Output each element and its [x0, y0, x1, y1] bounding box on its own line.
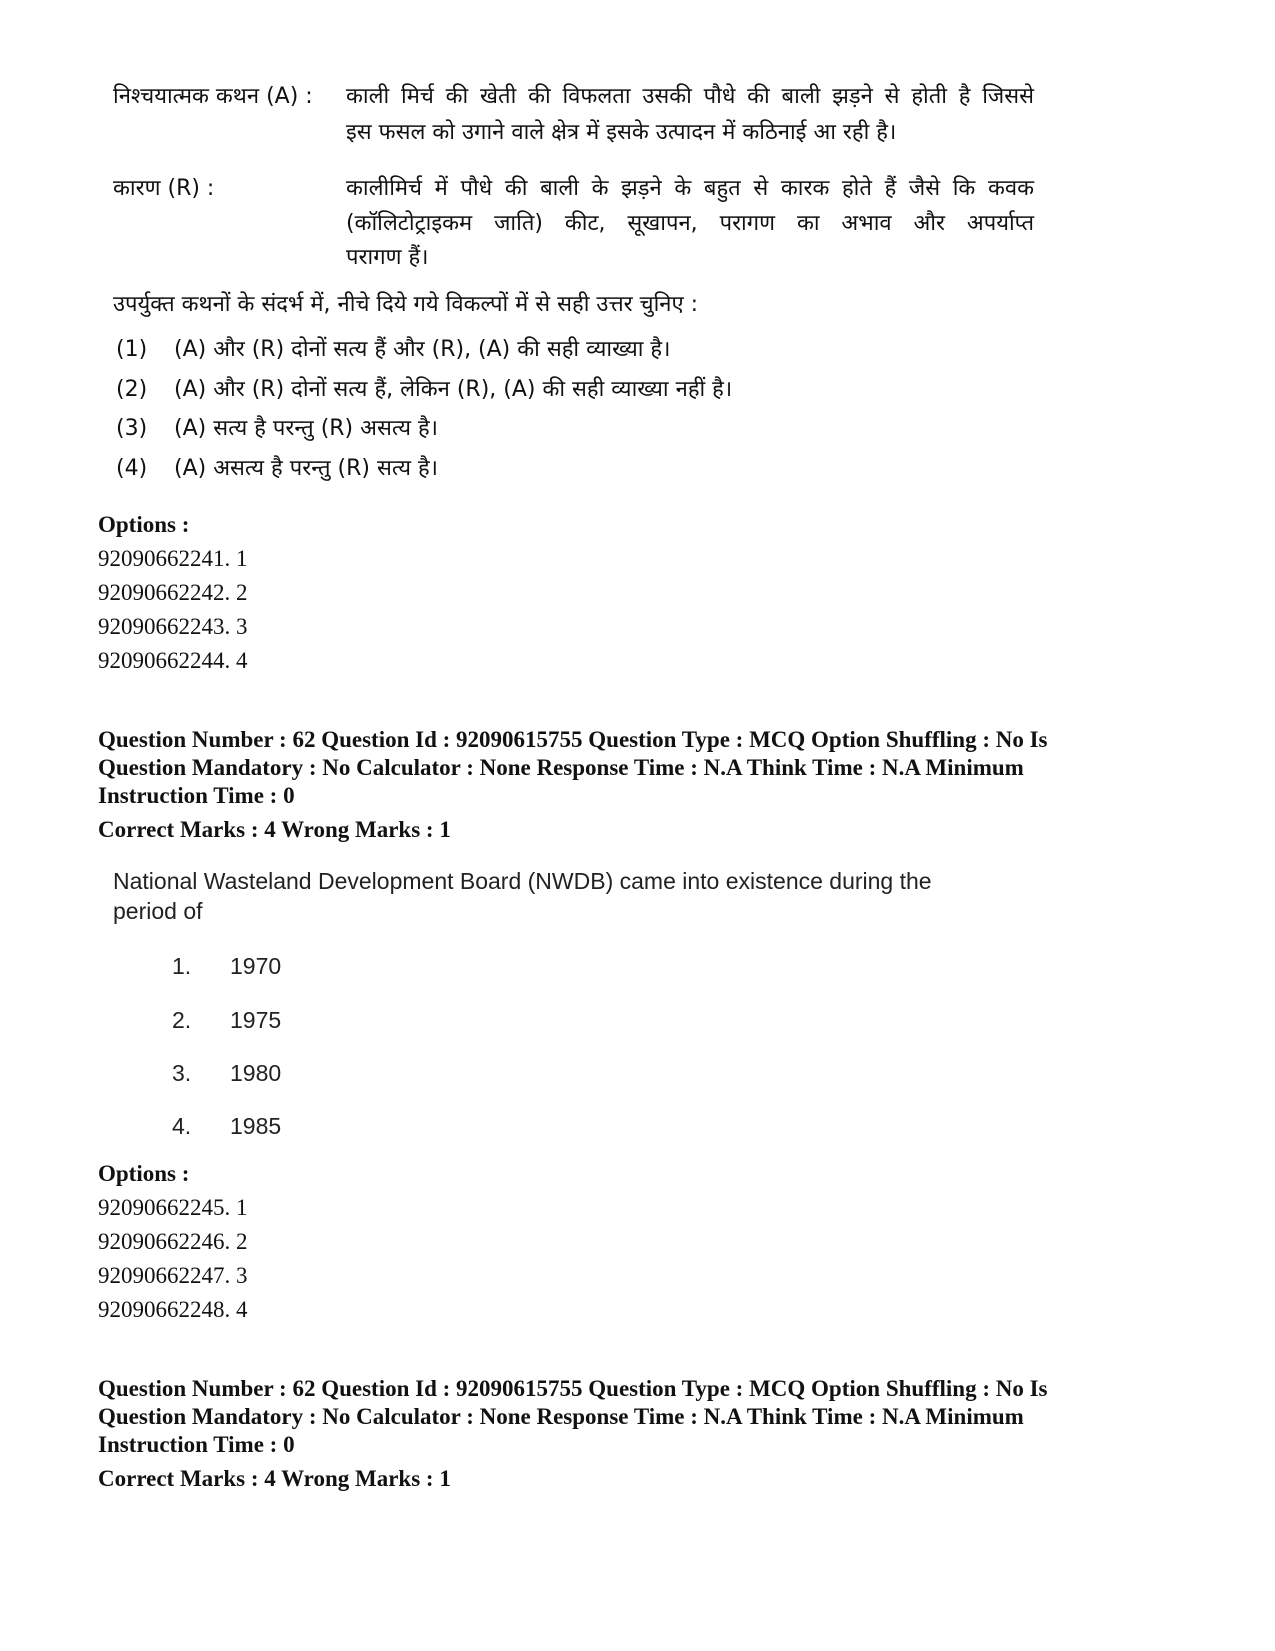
- option-item: 92090662246. 2: [98, 1229, 248, 1254]
- option-item: 92090662241. 1: [98, 546, 248, 571]
- meta-line: Question Mandatory : No Calculator : None Response Time : N.A Think Time : N.A Minimum: [98, 755, 1024, 780]
- option-item: 92090662244. 4: [98, 648, 248, 673]
- question-62-repeat-meta: [98, 1375, 1128, 1493]
- option-item: 92090662247. 3: [98, 1263, 248, 1288]
- options-heading: Options :: [98, 512, 190, 537]
- marks-line: Correct Marks : 4 Wrong Marks : 1: [98, 1466, 451, 1491]
- question-text-line-1: National Wasteland Development Board (NWDB) came into existence during the: [113, 868, 932, 894]
- meta-line: Instruction Time : 0: [98, 783, 295, 808]
- choice-item: 4. 1985: [172, 1113, 282, 1139]
- option-item: 92090662248. 4: [98, 1297, 248, 1322]
- meta-line: Question Number : 62 Question Id : 92090615755 Question Type : MCQ Option Shuffling : No Is: [98, 727, 1048, 752]
- reason-text-line-2: (कॉलिटोट्राइकम जाति) कीट, सूखापन, परागण का अभाव और अपर्याप्त: [346, 211, 1034, 236]
- assertion-label: निश्चयात्मक कथन (A) :: [113, 84, 313, 109]
- choice-item: (1) (A) और (R) दोनों सत्य हैं और (R), (A) की सही व्याख्या है।: [116, 337, 671, 362]
- assertion-text-line-1: काली मिर्च की खेती की विफलता उसकी पौधे की बाली झड़ने से होती है जिससे: [346, 84, 1034, 109]
- option-item: 92090662242. 2: [98, 580, 248, 605]
- choice-item: 2. 1975: [172, 1007, 282, 1033]
- options-list: [98, 1157, 248, 1327]
- choice-item: 1. 1970: [172, 953, 282, 979]
- meta-line: Question Mandatory : No Calculator : None Response Time : N.A Think Time : N.A Minimum: [98, 1404, 1024, 1429]
- choice-item: (3) (A) सत्य है परन्तु (R) असत्य है।: [116, 416, 438, 441]
- meta-line: Instruction Time : 0: [98, 1432, 295, 1457]
- instruction-text: उपर्युक्त कथनों के संदर्भ में, नीचे दिये गये विकल्पों में से सही उत्तर चुनिए :: [113, 292, 699, 317]
- choice-item: (2) (A) और (R) दोनों सत्य हैं, लेकिन (R), (A) की सही व्याख्या नहीं है।: [116, 377, 733, 402]
- choice-item: 3. 1980: [172, 1060, 282, 1086]
- question-62-meta: [98, 726, 1128, 844]
- options-list: [98, 508, 248, 678]
- reason-text-line-1: कालीमिर्च में पौधे की बाली के झड़ने के बहुत से कारक होते हैं जैसे कि कवक: [346, 176, 1034, 201]
- reason-label: कारण (R) :: [113, 176, 215, 201]
- assertion-text-line-2: इस फसल को उगाने वाले क्षेत्र में इसके उत्पादन में कठिनाई आ रही है।: [346, 120, 897, 145]
- marks-line: Correct Marks : 4 Wrong Marks : 1: [98, 817, 451, 842]
- question-text-line-2: period of: [113, 898, 203, 924]
- option-item: 92090662243. 3: [98, 614, 248, 639]
- meta-line: Question Number : 62 Question Id : 92090615755 Question Type : MCQ Option Shuffling : No Is: [98, 1376, 1048, 1401]
- reason-text-line-3: परागण हैं।: [346, 245, 429, 270]
- options-heading: Options :: [98, 1161, 190, 1186]
- option-item: 92090662245. 1: [98, 1195, 248, 1220]
- choice-item: (4) (A) असत्य है परन्तु (R) सत्य है।: [116, 456, 438, 481]
